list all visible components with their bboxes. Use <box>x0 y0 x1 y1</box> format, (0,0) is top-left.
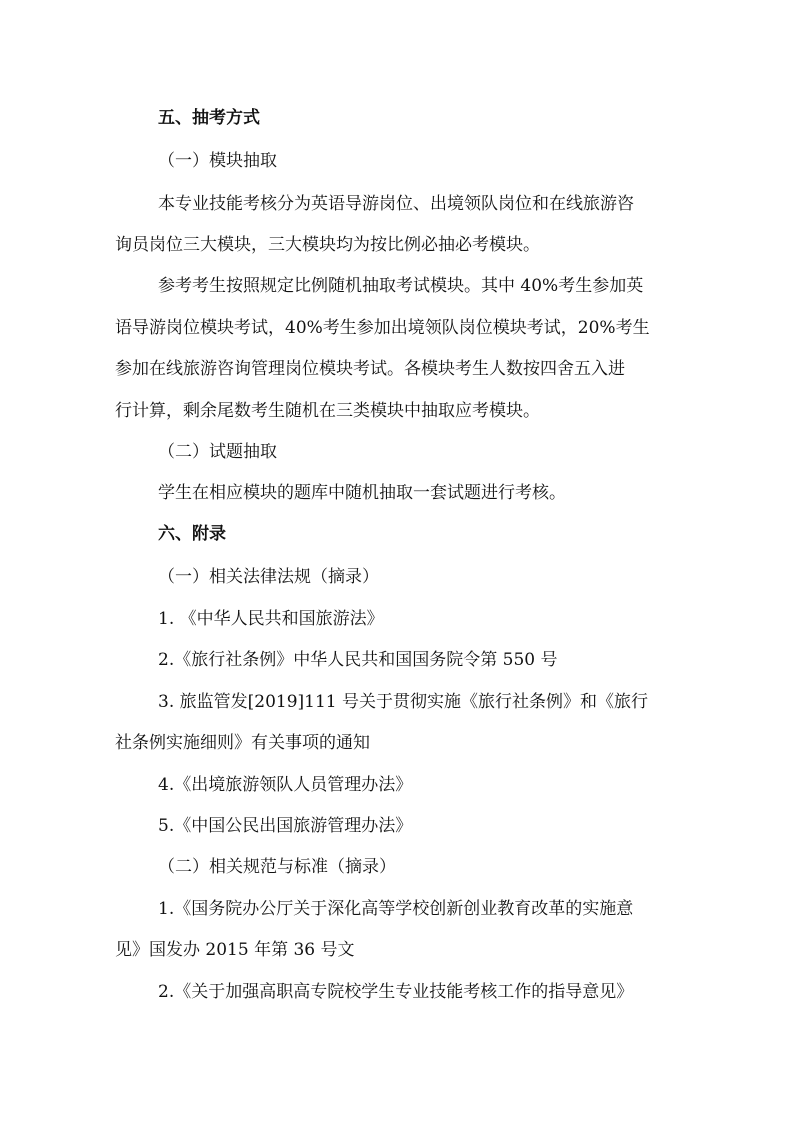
list-item: 5.《中国公民出国旅游管理办法》 <box>158 816 413 836</box>
subsection-heading-laws: （一）相关法律法规（摘录） <box>158 567 379 587</box>
list-item: 2.《关于加强高职高专院校学生专业技能考核工作的指导意见》 <box>158 982 634 1002</box>
paragraph-line: 语导游岗位模块考试，40%考生参加出境领队岗位模块考试，20%考生 <box>115 318 650 338</box>
paragraph-line: 参考考生按照规定比例随机抽取考试模块。其中 40%考生参加英 <box>158 276 644 296</box>
subsection-heading-module-draw: （一）模块抽取 <box>158 151 277 171</box>
paragraph-line: 本专业技能考核分为英语导游岗位、出境领队岗位和在线旅游咨 <box>158 194 634 214</box>
paragraph-line: 参加在线旅游咨询管理岗位模块考试。各模块考生人数按四舍五入进 <box>115 359 625 379</box>
section-heading-exam-method: 五、抽考方式 <box>158 108 260 128</box>
list-item-continuation: 社条例实施细则》有关事项的通知 <box>115 733 370 753</box>
list-item: 1. 《中华人民共和国旅游法》 <box>158 609 384 629</box>
list-item: 2.《旅行社条例》中华人民共和国国务院令第 550 号 <box>158 650 558 670</box>
paragraph-line: 行计算，剩余尾数考生随机在三类模块中抽取应考模块。 <box>115 401 540 421</box>
list-item: 4.《出境旅游领队人员管理办法》 <box>158 775 413 795</box>
list-item-continuation: 见》国发办 2015 年第 36 号文 <box>115 940 355 960</box>
paragraph-line: 询员岗位三大模块，三大模块均为按比例必抽必考模块。 <box>115 235 540 255</box>
paragraph-line: 学生在相应模块的题库中随机抽取一套试题进行考核。 <box>158 483 566 503</box>
list-item: 3. 旅监管发[2019]111 号关于贯彻实施《旅行社条例》和《旅行 <box>158 692 649 712</box>
subsection-heading-standards: （二）相关规范与标准（摘录） <box>158 857 396 877</box>
list-item: 1.《国务院办公厅关于深化高等学校创新创业教育改革的实施意 <box>158 899 634 919</box>
subsection-heading-question-draw: （二）试题抽取 <box>158 442 277 462</box>
section-heading-appendix: 六、附录 <box>158 524 226 544</box>
